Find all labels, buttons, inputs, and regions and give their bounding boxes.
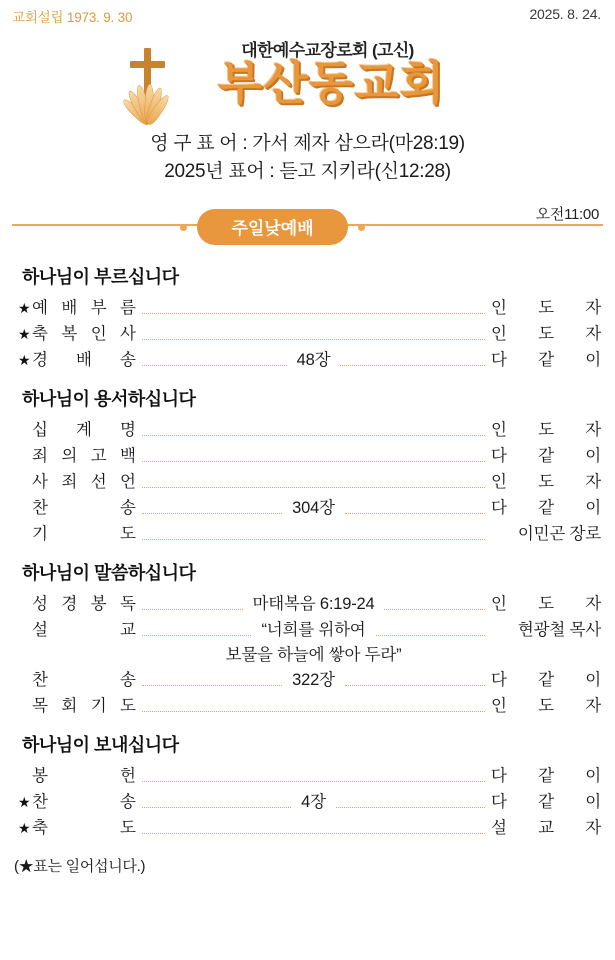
leader-dots xyxy=(376,635,485,636)
service-item-label: 축 도 xyxy=(32,819,136,838)
leader-dots xyxy=(142,513,282,514)
leader-dots xyxy=(142,435,485,436)
church-name-title: 부산동교회 xyxy=(217,57,446,109)
service-detail-text: 322장 xyxy=(292,671,335,690)
leader-dots xyxy=(142,461,485,462)
verse-block xyxy=(0,130,615,185)
leader-dots xyxy=(142,807,291,808)
service-person-label: 다 같 이 xyxy=(491,499,602,518)
banner-dot-left xyxy=(180,224,187,231)
service-row xyxy=(18,321,601,347)
service-person-label: 인 도 자 xyxy=(491,299,601,318)
leader-dots xyxy=(336,807,485,808)
service-row xyxy=(18,667,601,693)
banner-pill-wrap xyxy=(0,209,615,245)
service-person-label: 인 도 자 xyxy=(491,595,601,614)
service-item-label: 설 교 xyxy=(32,621,136,640)
service-row xyxy=(18,643,601,667)
service-banner xyxy=(0,203,615,247)
leader-dots xyxy=(142,365,287,366)
service-item-label: 축 복 인 사 xyxy=(32,325,136,344)
service-time: 오전11:00 xyxy=(534,203,601,224)
service-detail-text: 48장 xyxy=(296,351,331,370)
bulletin-date: 2025. 8. 24. xyxy=(529,6,601,22)
service-person-label: 다 같 이 xyxy=(491,351,602,370)
service-person-label: 인 도 자 xyxy=(491,421,601,440)
banner-dot-right xyxy=(358,224,365,231)
service-row xyxy=(18,495,601,521)
leader-dots xyxy=(142,781,485,782)
leader-dots xyxy=(142,313,485,314)
service-row xyxy=(18,617,601,643)
denomination-text: 대한예수교장로회 (고신) xyxy=(241,41,414,60)
leader-dots xyxy=(345,513,485,514)
verse-line-1: 영 구 표 어 : 가서 제자 삼으라(마28:19) xyxy=(150,133,465,154)
service-person-label: 인 도 자 xyxy=(491,697,601,716)
service-person-label: 인 도 자 xyxy=(491,473,601,492)
service-person-label: 설 교 자 xyxy=(491,819,601,838)
service-item-label: 성 경 봉 독 xyxy=(32,595,136,614)
service-item-label: 찬 송 xyxy=(32,671,136,690)
service-section xyxy=(18,559,601,719)
order-of-service xyxy=(0,247,615,841)
service-section xyxy=(18,731,601,841)
leader-dots xyxy=(142,833,485,834)
service-detail-text: 304장 xyxy=(292,499,335,518)
leader-dots xyxy=(142,539,485,540)
section-title: 하나님이 말씀하십니다 xyxy=(22,563,196,584)
leader-dots xyxy=(142,711,485,712)
service-row xyxy=(18,693,601,719)
service-detail-text: “너희를 위하여 xyxy=(261,621,366,640)
service-person-label: 현광철 목사 xyxy=(517,621,601,640)
service-item-label: 봉 헌 xyxy=(32,767,136,786)
leader-dots xyxy=(340,365,485,366)
service-row xyxy=(18,591,601,617)
service-item-label: 찬 송 xyxy=(32,499,136,518)
service-row xyxy=(18,789,601,815)
service-item-label: 목 회 기 도 xyxy=(32,697,136,716)
church-founded-text: 교회설립 1973. 9. 30 xyxy=(12,10,133,25)
leader-dots xyxy=(142,685,282,686)
service-person-label: 다 같 이 xyxy=(491,671,602,690)
service-detail-text: 4장 xyxy=(301,793,326,812)
header-meta-row xyxy=(0,0,615,26)
standing-star-icon: ★ xyxy=(18,300,31,317)
service-row xyxy=(18,763,601,789)
leader-dots xyxy=(142,609,243,610)
service-item-label: 사 죄 선 언 xyxy=(32,473,136,492)
standing-star-icon: ★ xyxy=(18,794,31,811)
service-item-label: 찬 송 xyxy=(32,793,136,812)
service-item-label: 죄 의 고 백 xyxy=(32,447,136,466)
service-person-label: 다 같 이 xyxy=(491,447,601,466)
service-label-pill: 주일낮예배 xyxy=(197,209,347,245)
section-title: 하나님이 용서하십니다 xyxy=(22,389,196,410)
title-block xyxy=(0,28,615,126)
standing-star-icon: ★ xyxy=(18,326,31,343)
service-section xyxy=(18,263,601,373)
standing-star-icon: ★ xyxy=(18,352,31,369)
standing-star-icon: ★ xyxy=(18,820,31,837)
leader-dots xyxy=(142,635,251,636)
service-item-label: 십 계 명 xyxy=(32,421,136,440)
footnote-text: (★표는 일어섭니다.) xyxy=(14,858,146,876)
service-detail-text: 보물을 하늘에 쌓아 두라” xyxy=(225,646,402,665)
service-person-label: 다 같 이 xyxy=(491,793,601,812)
leader-dots xyxy=(384,609,485,610)
service-row xyxy=(18,521,601,547)
service-detail-text: 마태복음 6:19-24 xyxy=(252,595,375,614)
verse-line-2: 2025년 표어 : 듣고 지키라(신12:28) xyxy=(164,160,451,182)
service-row xyxy=(18,469,601,495)
leader-dots xyxy=(142,487,485,488)
section-title: 하나님이 보내십니다 xyxy=(22,735,179,756)
service-person-label: 이민곤 장로 xyxy=(517,525,601,544)
leader-dots xyxy=(345,685,485,686)
service-row xyxy=(18,347,601,373)
service-row xyxy=(18,417,601,443)
service-person-label: 인 도 자 xyxy=(491,325,601,344)
leader-dots xyxy=(142,339,485,340)
service-row xyxy=(18,295,601,321)
service-row xyxy=(18,443,601,469)
service-item-label: 기 도 xyxy=(32,525,136,544)
service-item-label: 경 배 송 xyxy=(32,351,136,370)
service-row xyxy=(18,815,601,841)
service-item-label: 예 배 부 름 xyxy=(32,299,136,318)
service-section xyxy=(18,385,601,547)
service-person-label: 다 같 이 xyxy=(491,767,601,786)
section-title: 하나님이 부르십니다 xyxy=(22,267,179,288)
